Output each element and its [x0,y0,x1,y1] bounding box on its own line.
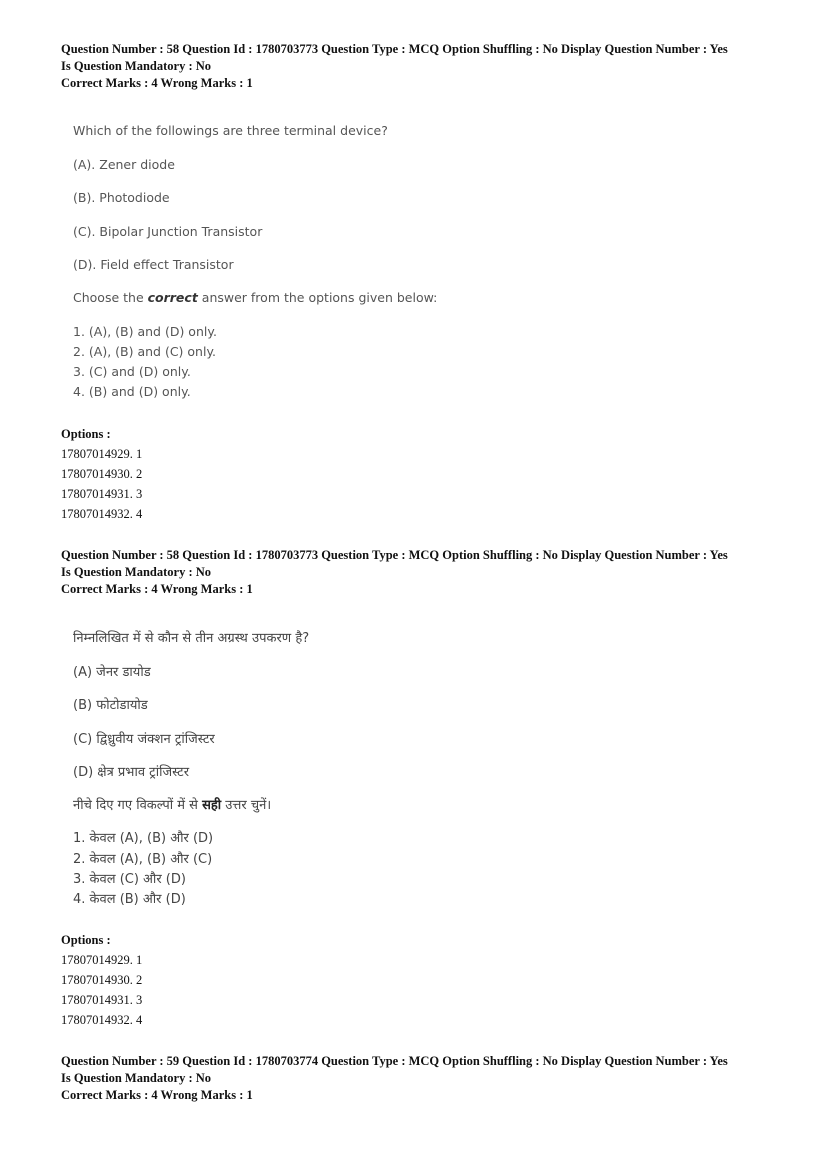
question-item: (A) जेनर डायोड [73,665,151,680]
question-meta-line: Question Number : 58 Question Id : 1780703773 Question Type : MCQ Option Shuffling : No Display Question Number : Yes [61,548,728,562]
option-id: 17807014932. 4 [61,1013,143,1027]
question-item: (D). Field effect Transistor [73,257,234,272]
question-item: (C). Bipolar Junction Transistor [73,224,263,239]
answer-choice: 4. केवल (B) और (D) [73,892,186,907]
answer-choice: 2. (A), (B) and (C) only. [73,344,217,359]
answer-choice: 1. (A), (B) and (D) only. [73,324,217,339]
instruction-emphasis: correct [147,290,198,305]
question-item: (A). Zener diode [73,157,175,172]
question-item: (B) फोटोडायोड [73,698,148,713]
answer-choice: 3. (C) and (D) only. [73,364,191,379]
question-meta-line: Question Number : 58 Question Id : 1780703773 Question Type : MCQ Option Shuffling : No Display Question Number : Yes [61,42,728,56]
option-id: 17807014929. 1 [61,953,143,967]
instruction-text: नीचे दिए गए विकल्पों में से [73,798,203,813]
option-id: 17807014931. 3 [61,487,143,501]
question-stem: निम्नलिखित में से कौन से तीन अग्रस्थ उपकरण है? [73,631,310,646]
mandatory-line: Is Question Mandatory : No [61,565,212,579]
mandatory-line: Is Question Mandatory : No [61,1071,212,1085]
options-list [61,424,142,524]
answer-choice: 1. केवल (A), (B) और (D) [73,831,214,846]
answer-choice: 2. केवल (A), (B) और (C) [73,852,213,867]
question-stem: Which of the followings are three terminal device? [73,123,388,138]
marks-line: Correct Marks : 4 Wrong Marks : 1 [61,76,253,90]
instruction-text: Choose the [73,290,148,305]
option-id: 17807014931. 3 [61,993,143,1007]
option-id: 17807014930. 2 [61,467,143,481]
answer-choice: 4. (B) and (D) only. [73,384,191,399]
question-item: (B). Photodiode [73,190,170,205]
question-item: (C) द्विध्रुवीय जंक्शन ट्रांजिस्टर [73,732,215,747]
option-id: 17807014932. 4 [61,507,143,521]
options-label: Options : [61,427,111,441]
question-meta-line: Question Number : 59 Question Id : 1780703774 Question Type : MCQ Option Shuffling : No Display Question Number : Yes [61,1054,728,1068]
instruction-text: उत्तर चुनें। [221,798,272,813]
question-meta-block [61,41,781,92]
option-id: 17807014929. 1 [61,447,143,461]
instruction-text: answer from the options given below: [197,290,438,305]
option-id: 17807014930. 2 [61,973,143,987]
question-item: (D) क्षेत्र प्रभाव ट्रांजिस्टर [73,765,190,780]
question-instruction [73,795,271,813]
answer-choice: 3. केवल (C) और (D) [73,872,186,887]
instruction-emphasis: सही [202,798,222,813]
question-meta-block [61,547,781,598]
question-instruction [73,290,437,305]
marks-line: Correct Marks : 4 Wrong Marks : 1 [61,582,253,596]
mandatory-line: Is Question Mandatory : No [61,59,212,73]
options-list [61,930,142,1030]
question-meta-block [61,1053,781,1104]
options-label: Options : [61,933,111,947]
marks-line: Correct Marks : 4 Wrong Marks : 1 [61,1088,253,1102]
